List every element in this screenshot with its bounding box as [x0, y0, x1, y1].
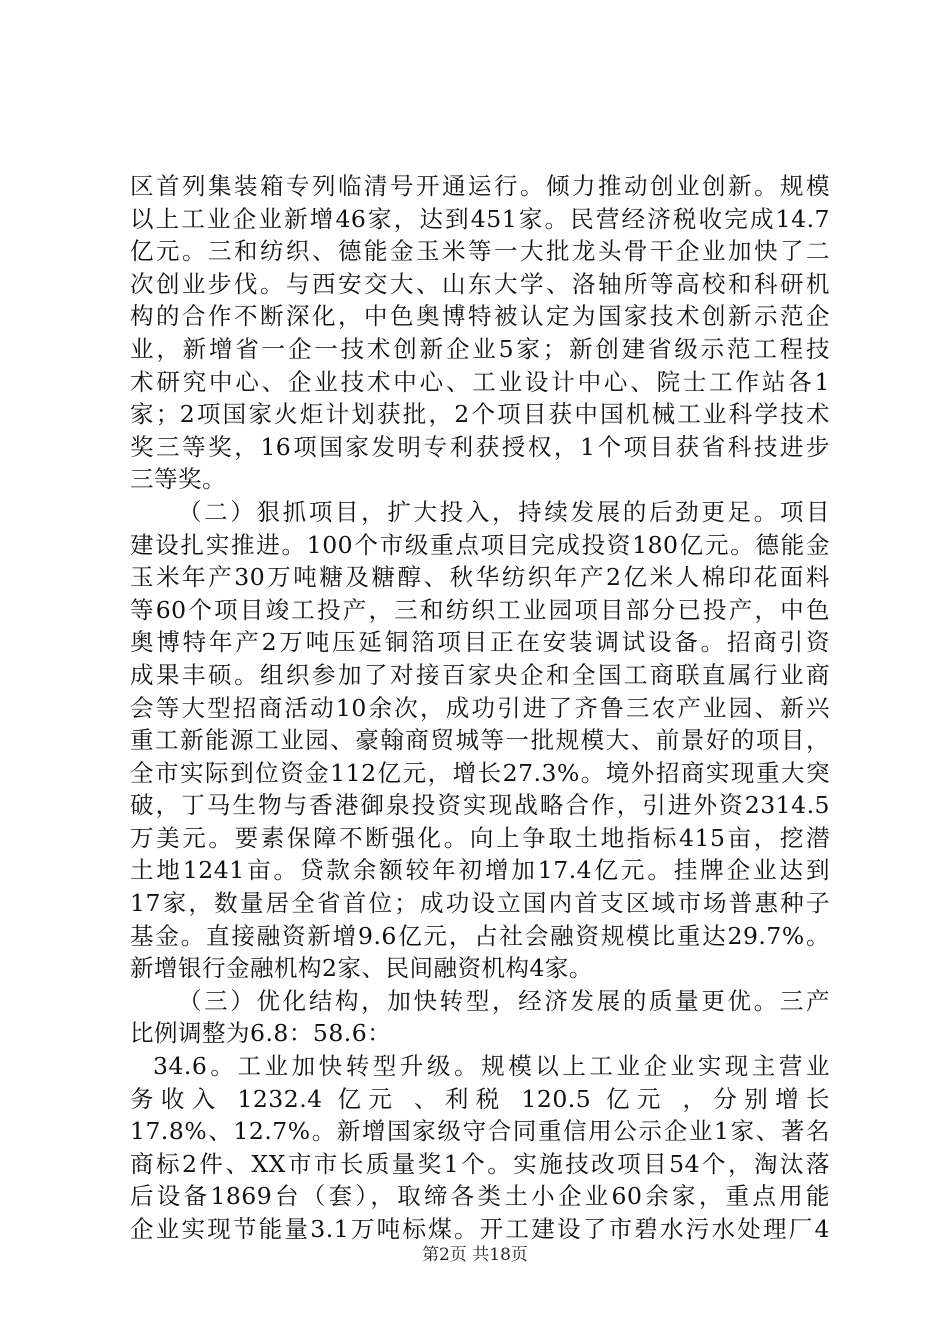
- text-line: 等60个项目竣工投产，三和纺织工业园项目部分已投产，中色: [130, 595, 830, 624]
- text-line: 后设备1869台（套），取缔各类土小企业60余家，重点用能: [130, 1182, 830, 1211]
- text-line: 奖三等奖，16项国家发明专利获授权，1个项目获省科技进步: [130, 432, 830, 461]
- text-line: 以上工业企业新增46家，达到451家。民营经济税收完成14.7: [130, 204, 830, 233]
- text-line: 会等大型招商活动10余次，成功引进了齐鲁三农产业园、新兴: [130, 693, 830, 722]
- text-line: 17.8%、12.7%。新增国家级守合同重信用公示企业1家、著名: [130, 1117, 830, 1146]
- text-line: 术研究中心、企业技术中心、工业设计中心、院士工作站各1: [130, 367, 830, 396]
- text-line: 破，丁马生物与香港御泉投资实现战略合作，引进外资2314.5: [130, 791, 830, 820]
- text-line: 商标2件、XX市市长质量奖1个。实施技改项目54个，淘汰落: [130, 1149, 830, 1178]
- text-line: 企业实现节能量3.1万吨标煤。开工建设了市碧水污水处理厂4: [130, 1215, 830, 1243]
- page-footer: 第2页 共18页: [422, 1245, 528, 1265]
- text-line: 建设扎实推进。100个市级重点项目完成投资180亿元。德能金: [130, 530, 830, 559]
- text-line: （二）狠抓项目，扩大投入，持续发展的后劲更足。项目: [178, 497, 830, 526]
- text-line: 玉米年产30万吨糖及糖醇、秋华纺织年产2亿米人棉印花面料: [130, 563, 830, 592]
- text-line: 务收入 1232.4 亿元 、利税 120.5 亿元 ，分别增长: [130, 1084, 830, 1113]
- text-line: 17家，数量居全省首位；成功设立国内首支区域市场普惠种子: [130, 889, 830, 918]
- text-line: 新增银行金融机构2家、民间融资机构4家。: [130, 954, 593, 983]
- text-line: 构的合作不断深化，中色奥博特被认定为国家技术创新示范企: [130, 302, 830, 331]
- text-line: 三等奖。: [130, 465, 226, 494]
- text-line: （三）优化结构，加快转型，经济发展的质量更优。三产: [178, 986, 830, 1015]
- text-line: 重工新能源工业园、豪翰商贸城等一批规模大、前景好的项目，: [130, 726, 830, 755]
- text-line: 次创业步伐。与西安交大、山东大学、洛轴所等高校和科研机: [130, 269, 830, 298]
- text-line: 比例调整为6.8：58.6：: [130, 1019, 392, 1048]
- text-line: 34.6。工业加快转型升级。规模以上工业企业实现主营业: [153, 1052, 830, 1081]
- text-line: 业，新增省一企一技术创新企业5家；新创建省级示范工程技: [130, 334, 830, 363]
- text-line: 万美元。要素保障不断强化。向上争取土地指标415亩，挖潜: [130, 823, 830, 852]
- text-line: 全市实际到位资金112亿元，增长27.3%。境外招商实现重大突: [130, 758, 830, 787]
- text-line: 区首列集装箱专列临清号开通运行。倾力推动创业创新。规模: [130, 172, 830, 200]
- text-line: 土地1241亩。贷款余额较年初增加17.4亿元。挂牌企业达到: [130, 856, 830, 885]
- text-line: 奥博特年产2万吨压延铜箔项目正在安装调试设备。招商引资: [130, 628, 830, 657]
- text-line: 基金。直接融资新增9.6亿元，占社会融资规模比重达29.7%。: [130, 921, 830, 950]
- text-line: 家；2项国家火炬计划获批，2个项目获中国机械工业科学技术: [130, 400, 830, 429]
- text-line: 亿元。三和纺织、德能金玉米等一大批龙头骨干企业加快了二: [130, 237, 830, 266]
- text-line: 成果丰硕。组织参加了对接百家央企和全国工商联直属行业商: [130, 660, 830, 689]
- body-text: [130, 170, 830, 1246]
